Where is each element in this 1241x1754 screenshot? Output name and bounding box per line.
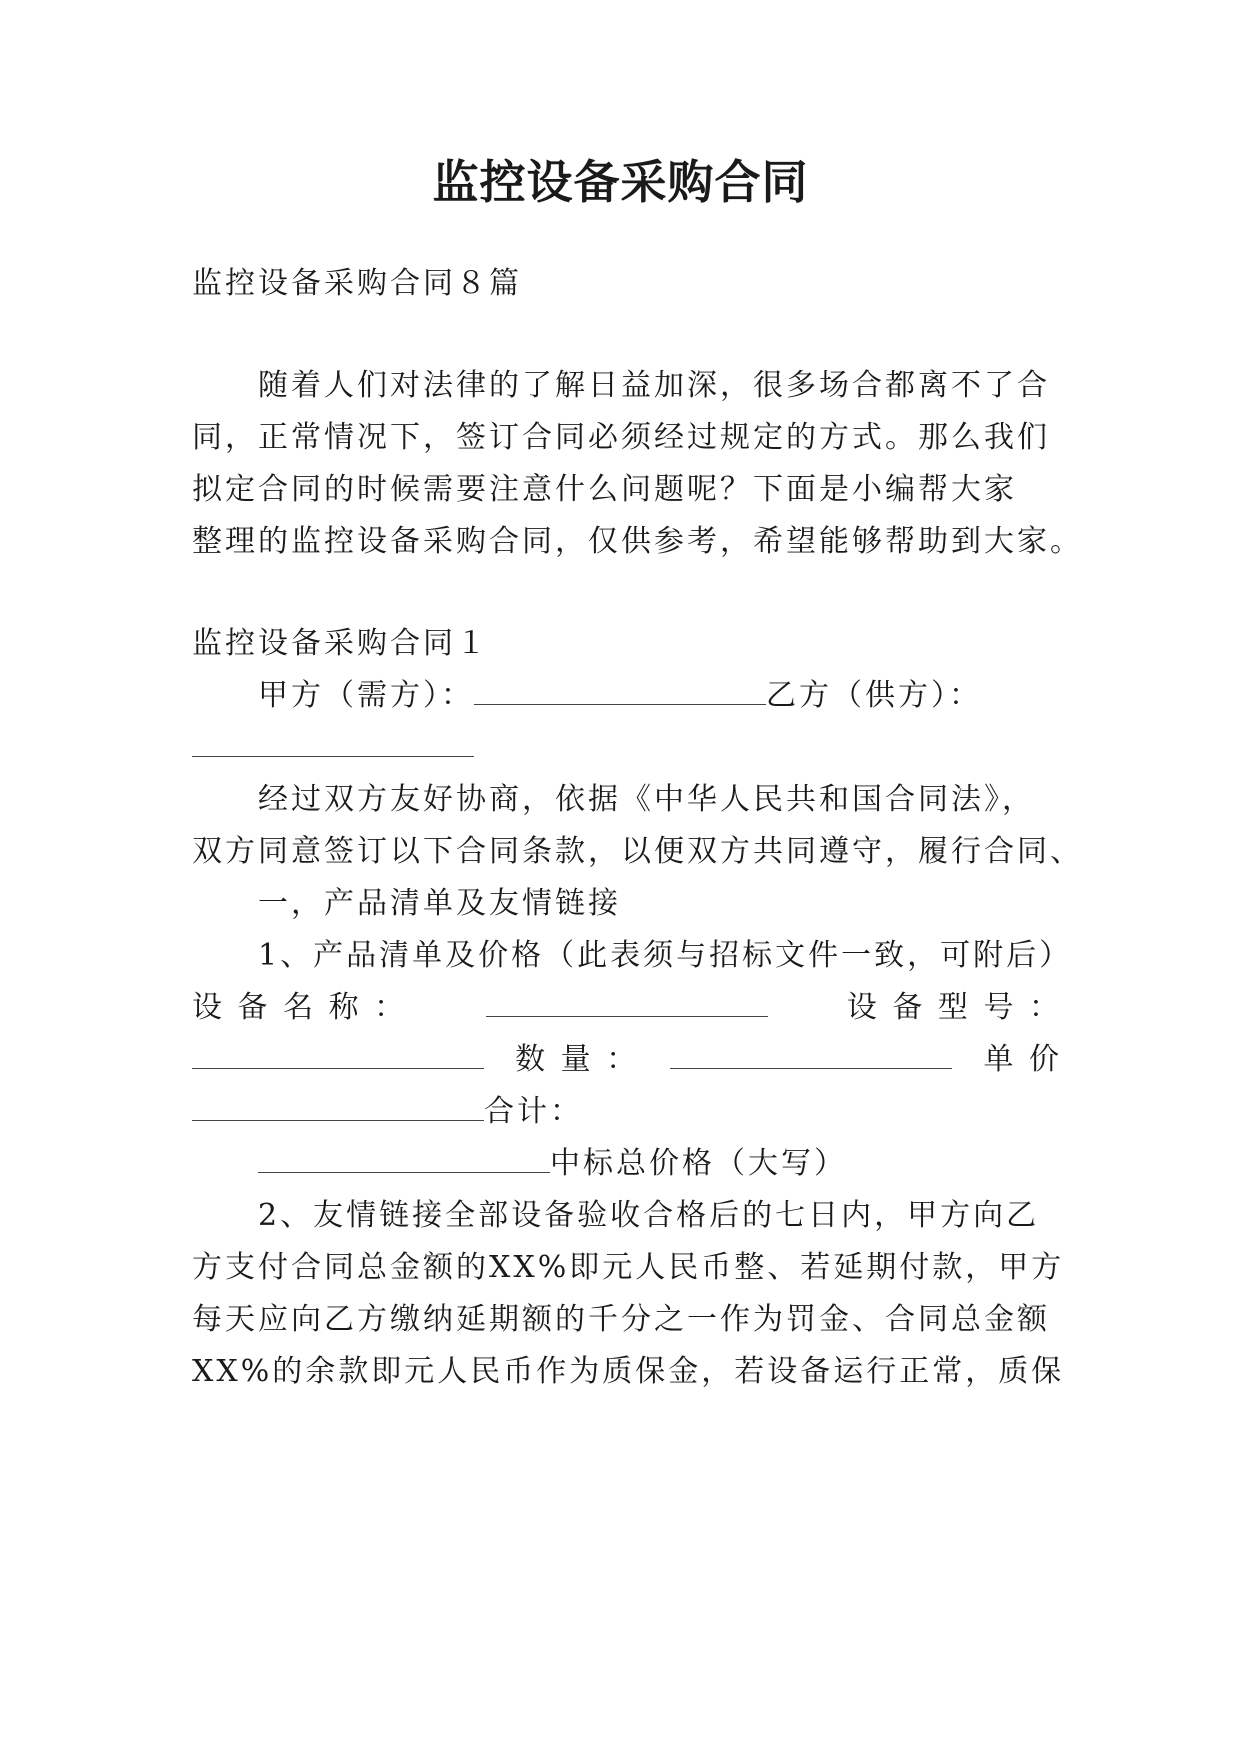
unit-price-blank xyxy=(192,1090,484,1121)
agreement-line-2: 双方同意签订以下合同条款，以便双方共同遵守，履行合同、 xyxy=(192,834,1083,869)
parties-line xyxy=(258,674,1062,718)
device-name-blank xyxy=(486,986,768,1017)
clause-heading: 一，产品清单及友情链接 xyxy=(258,886,621,921)
agreement-line-1: 经过双方友好协商，依据《中华人民共和国合同法》， xyxy=(258,782,1035,817)
total-blank xyxy=(258,1142,550,1173)
intro-line-3: 拟定合同的时候需要注意什么问题呢？下面是小编帮大家 xyxy=(192,472,1017,507)
party-a-label: 甲方（需方）： xyxy=(258,678,474,713)
party-a-blank xyxy=(474,674,766,705)
total-label: 合计： xyxy=(484,1094,583,1129)
party-b-blank-line xyxy=(192,726,1062,770)
unit-price-label: 单 价 xyxy=(983,1042,1062,1077)
item-2-line-1: 2、友情链接全部设备验收合格后的七日内，甲方向乙 xyxy=(258,1198,1040,1233)
quantity-label: 数 量 ： xyxy=(515,1042,640,1077)
winning-price-line xyxy=(258,1142,1062,1186)
document-subtitle: 监控设备采购合同８篇 xyxy=(192,266,522,301)
party-b-label: 乙方（供方）： xyxy=(766,678,982,713)
device-name-label: 设 备 名 称 ： xyxy=(192,990,408,1025)
intro-line-1: 随着人们对法律的了解日益加深，很多场合都离不了合 xyxy=(258,368,1050,403)
intro-line-2: 同，正常情况下，签订合同必须经过规定的方式。那么我们 xyxy=(192,420,1050,455)
party-b-blank xyxy=(192,726,474,757)
total-line xyxy=(192,1090,1062,1134)
item-2-line-4: XX%的余款即元人民币作为质保金，若设备运行正常，质保 xyxy=(192,1354,1065,1389)
winning-price-label: 中标总价格（大写） xyxy=(550,1146,847,1181)
quantity-blank xyxy=(670,1038,952,1069)
device-model-blank xyxy=(192,1038,484,1069)
device-model-label: 设 备 型 号 ： xyxy=(846,990,1062,1025)
quantity-line xyxy=(192,1038,1062,1082)
document-title: 监控设备采购合同 xyxy=(432,155,809,209)
item-2-line-2: 方支付合同总金额的XX%即元人民币整、若延期付款，甲方 xyxy=(192,1250,1065,1285)
item-1: 1、产品清单及价格（此表须与招标文件一致，可附后） xyxy=(258,938,1073,973)
item-2-line-3: 每天应向乙方缴纳延期额的千分之一作为罚金、合同总金额 xyxy=(192,1302,1050,1337)
section-heading: 监控设备采购合同１ xyxy=(192,626,489,661)
device-fields-line xyxy=(192,986,1062,1030)
intro-line-4: 整理的监控设备采购合同，仅供参考，希望能够帮助到大家。 xyxy=(192,524,1083,559)
